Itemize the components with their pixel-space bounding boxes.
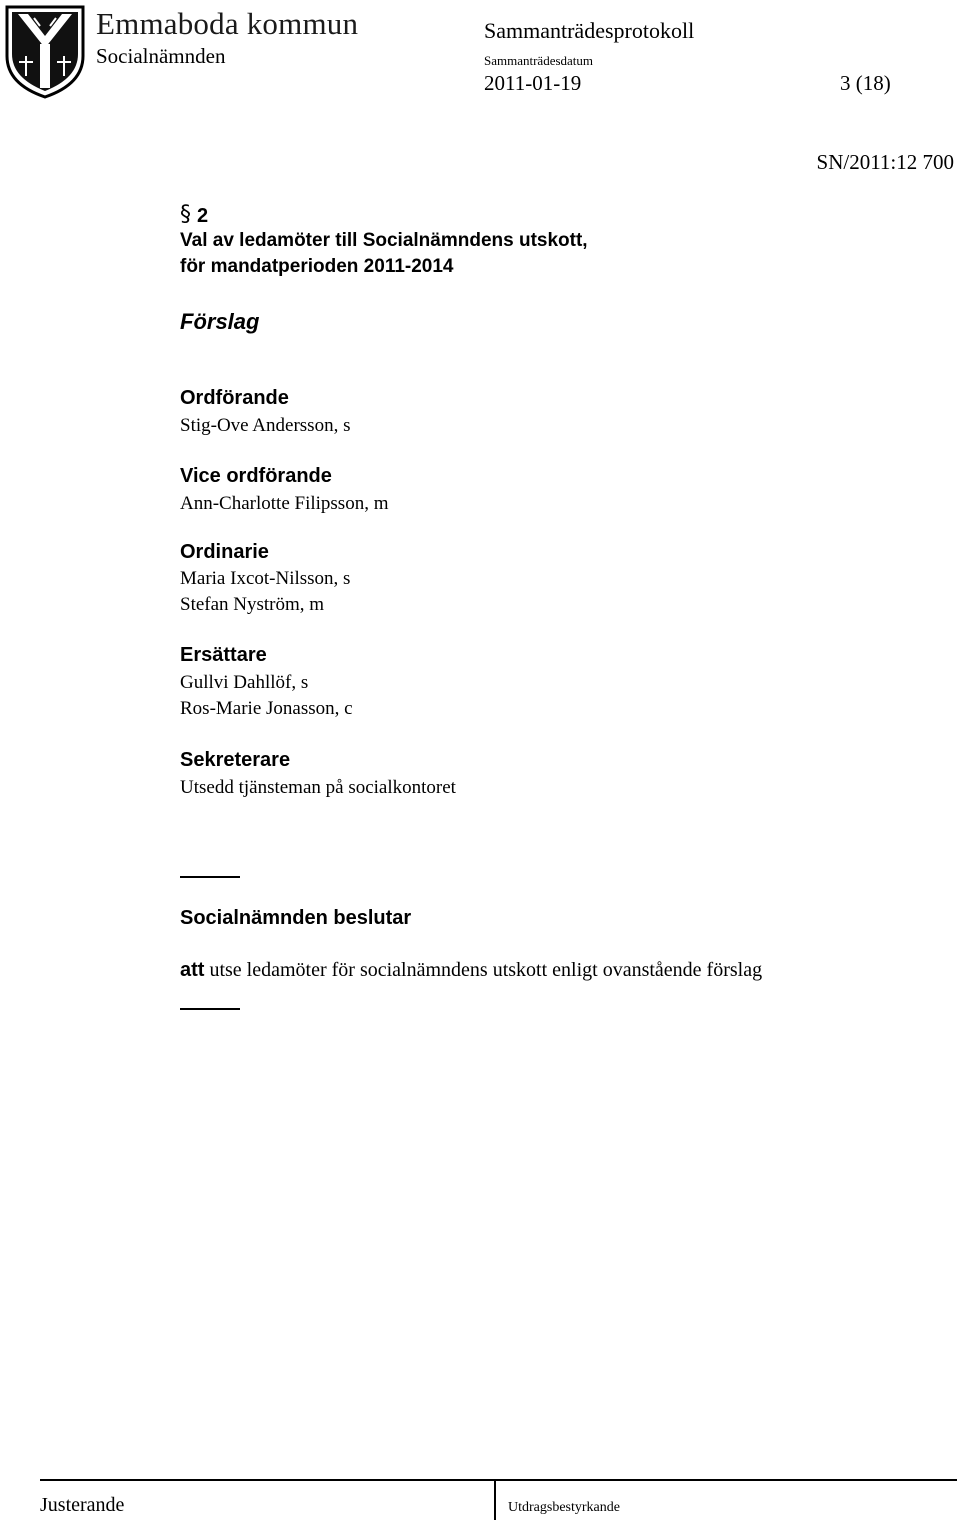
role-label-chair: Ordförande <box>180 387 289 409</box>
case-number: SN/2011:12 700 <box>816 150 954 174</box>
municipal-crest-icon <box>4 4 86 100</box>
separator-rule <box>180 1008 240 1010</box>
meeting-date-label: Sammanträdesdatum <box>484 53 594 68</box>
member-name: Gullvi Dahllöf, s <box>180 672 309 693</box>
decision-text <box>180 959 762 982</box>
section-title-line-2: för mandatperioden 2011-2014 <box>180 256 454 277</box>
meeting-date: 2011-01-19 <box>484 71 582 95</box>
decision-keyword: att <box>180 959 205 981</box>
adjuster-signature-label: Justerande <box>40 1494 125 1516</box>
role-label-secretary: Sekreterare <box>180 749 291 771</box>
member-name: Utsedd tjänsteman på socialkontoret <box>180 777 456 798</box>
footer-divider <box>494 1480 496 1520</box>
member-name: Ann-Charlotte Filipsson, m <box>180 493 389 514</box>
separator-rule <box>180 876 240 878</box>
department-name: Socialnämnden <box>96 44 226 68</box>
decision-heading: Socialnämnden beslutar <box>180 907 412 929</box>
role-label-ordinary: Ordinarie <box>180 541 269 563</box>
section-number: 2 <box>197 205 209 227</box>
section-title-line-1: Val av ledamöter till Socialnämndens utskott, <box>180 230 588 251</box>
proposal-heading: Förslag <box>180 309 260 334</box>
role-label-substitutes: Ersättare <box>180 644 267 666</box>
member-name: Stefan Nyström, m <box>180 594 325 615</box>
member-name: Stig-Ove Andersson, s <box>180 415 351 436</box>
role-label-vice-chair: Vice ordförande <box>180 465 332 487</box>
section-sign: § <box>180 202 191 227</box>
decision-body: utse ledamöter för socialnämndens utskott enligt ovanstående förslag <box>209 959 763 981</box>
page-number: 3 (18) <box>840 71 891 95</box>
member-name: Maria Ixcot-Nilsson, s <box>180 568 351 589</box>
footer-rule <box>40 1479 957 1481</box>
document-type: Sammanträdesprotokoll <box>484 18 695 43</box>
organization-name: Emmaboda kommun <box>96 6 359 41</box>
member-name: Ros-Marie Jonasson, c <box>180 698 353 719</box>
extract-certification-label: Utdragsbestyrkande <box>508 1500 620 1515</box>
